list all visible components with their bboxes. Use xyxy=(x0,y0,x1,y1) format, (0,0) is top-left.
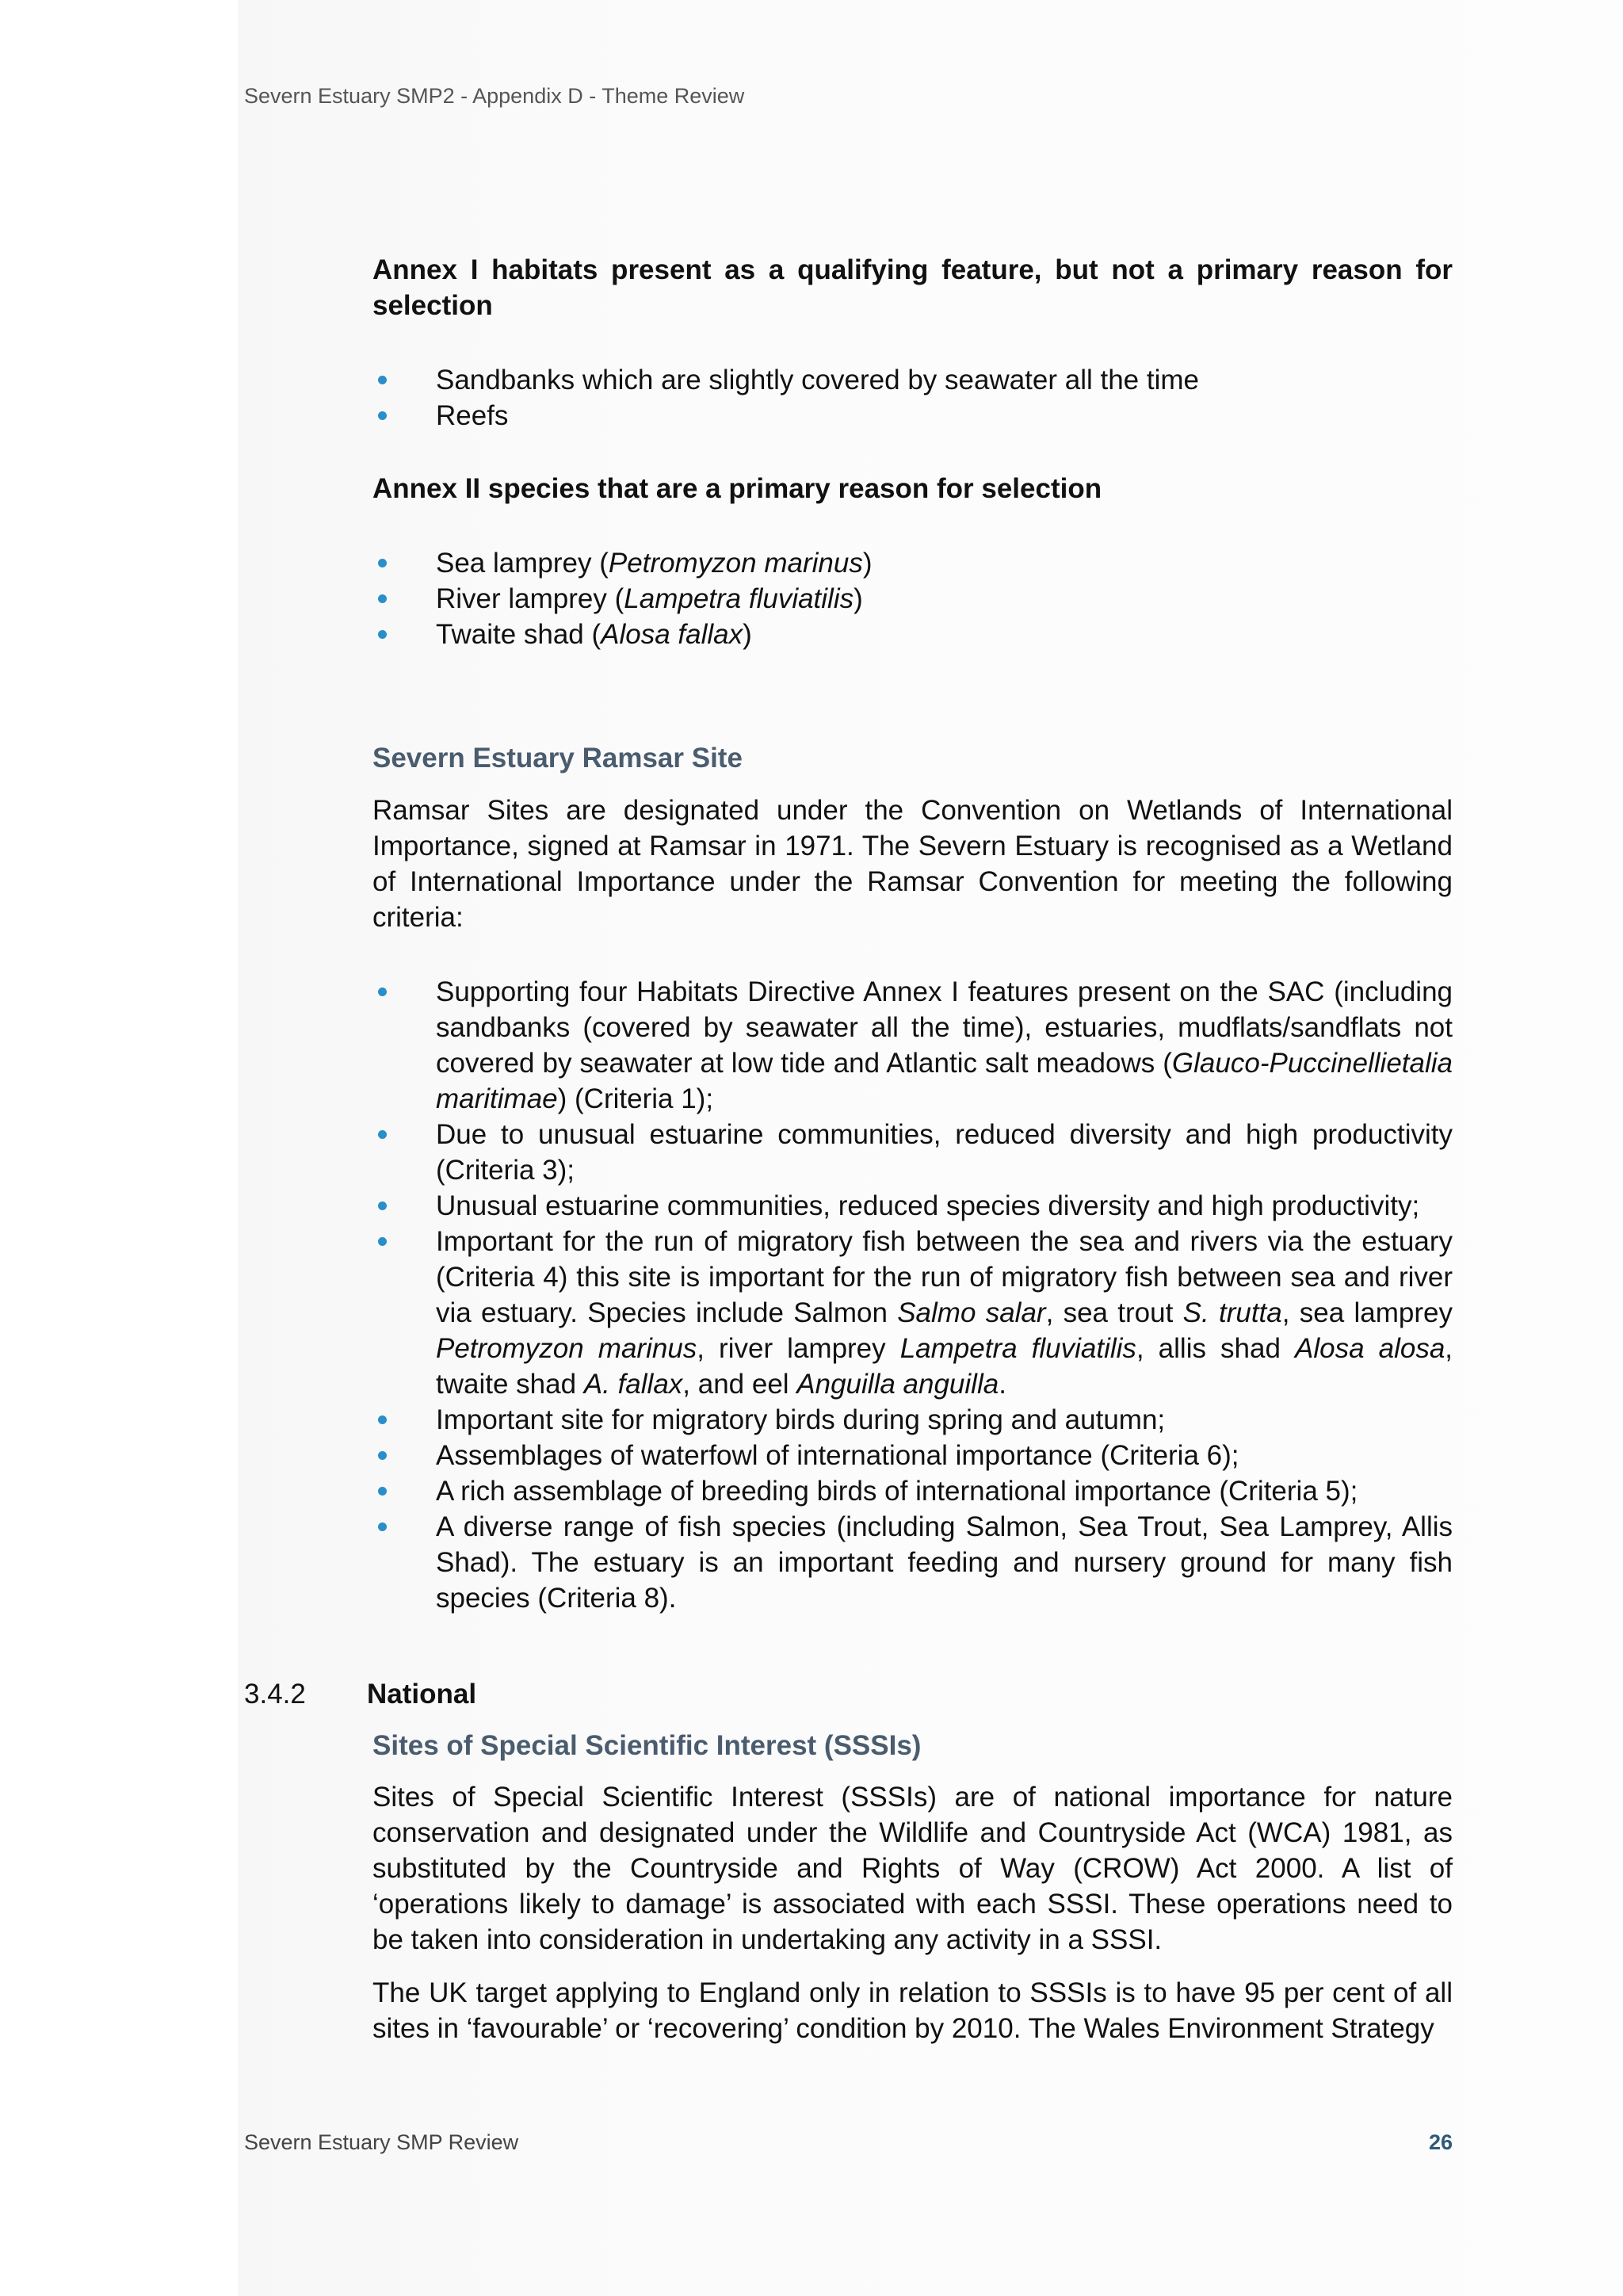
list-item: A diverse range of fish species (including Salmon, Sea Trout, Sea Lamprey, Allis Shad). The estuary is an important feeding and nursery ground for many fish species (Criteria 8). xyxy=(372,1509,1453,1616)
sssi-para-1: Sites of Special Scientific Interest (SSSIs) are of national importance for nature conservation and designated under the Wildlife and Countryside Act (WCA) 1981, as substituted by the Countryside and Rights of Way (CROW) Act 2000. A list of ‘operations likely to damage’ is associated with each SSSI. These operations need to be taken into consideration in undertaking any activity in a SSSI. xyxy=(372,1782,1453,1955)
list-item: Unusual estuarine communities, reduced species diversity and high productivity; xyxy=(372,1188,1453,1224)
section-title: National xyxy=(367,1679,477,1710)
list-item: Sandbanks which are slightly covered by seawater all the time xyxy=(372,362,1453,398)
list-item: Supporting four Habitats Directive Annex I features present on the SAC (including sandbanks (covered by seawater all the time), estuaries, mudflats/sandflats not covered by seawater at low tide and Atlantic salt meadows (Glauco-Puccinellietalia maritimae) (Criteria 1); xyxy=(372,974,1453,1117)
list-item: Important for the run of migratory fish between the sea and rivers via the estuary (Criteria 4) this site is important for the run of migratory fish between sea and river via estuary. Species include Salmon Salmo salar, sea trout S. trutta, sea lamprey Petromyzon marinus, river lamprey Lampetra fluviatilis, allis shad Alosa alosa, twaite shad A. fallax, and eel Anguilla anguilla. xyxy=(372,1224,1453,1402)
main-content xyxy=(372,252,1453,1616)
page-footer: Severn Estuary SMP Review xyxy=(244,2130,519,2154)
list-item: Reefs xyxy=(372,398,1453,434)
ramsar-intro: Ramsar Sites are designated under the Convention on Wetlands of International Importance, signed at Ramsar in 1971. The Severn Estuary is recognised as a Wetland of International Importance under the Ramsar Convention for meeting the following criteria: xyxy=(372,795,1453,933)
sssi-content xyxy=(372,1728,1453,2046)
page-number: 26 xyxy=(1428,2130,1453,2154)
annex2-heading: Annex II species that are a primary reason for selection xyxy=(372,473,1102,504)
section-number: 3.4.2 xyxy=(244,1679,306,1710)
page-header: Severn Estuary SMP2 - Appendix D - Theme Review xyxy=(244,84,745,108)
annex1-heading: Annex I habitats present as a qualifying feature, but not a primary reason for selection xyxy=(372,254,1453,321)
list-item: Assemblages of waterfowl of international importance (Criteria 6); xyxy=(372,1438,1453,1473)
list-item: River lamprey (Lampetra fluviatilis) xyxy=(372,581,1453,617)
list-item: Due to unusual estuarine communities, reduced diversity and high productivity (Criteria 3); xyxy=(372,1117,1453,1188)
sssi-heading: Sites of Special Scientific Interest (SSSIs) xyxy=(372,1730,922,1761)
list-item: A rich assemblage of breeding birds of international importance (Criteria 5); xyxy=(372,1473,1453,1509)
list-item: Important site for migratory birds during spring and autumn; xyxy=(372,1402,1453,1438)
annex2-list xyxy=(372,545,1453,652)
list-item: Sea lamprey (Petromyzon marinus) xyxy=(372,545,1453,581)
ramsar-heading: Severn Estuary Ramsar Site xyxy=(372,743,743,774)
sssi-para-2: The UK target applying to England only in relation to SSSIs is to have 95 per cent of all sites in ‘favourable’ or ‘recovering’ condition by 2010. The Wales Environment Strategy xyxy=(372,1977,1453,2044)
list-item: Twaite shad (Alosa fallax) xyxy=(372,617,1453,652)
ramsar-criteria-list xyxy=(372,974,1453,1616)
annex1-list xyxy=(372,362,1453,434)
